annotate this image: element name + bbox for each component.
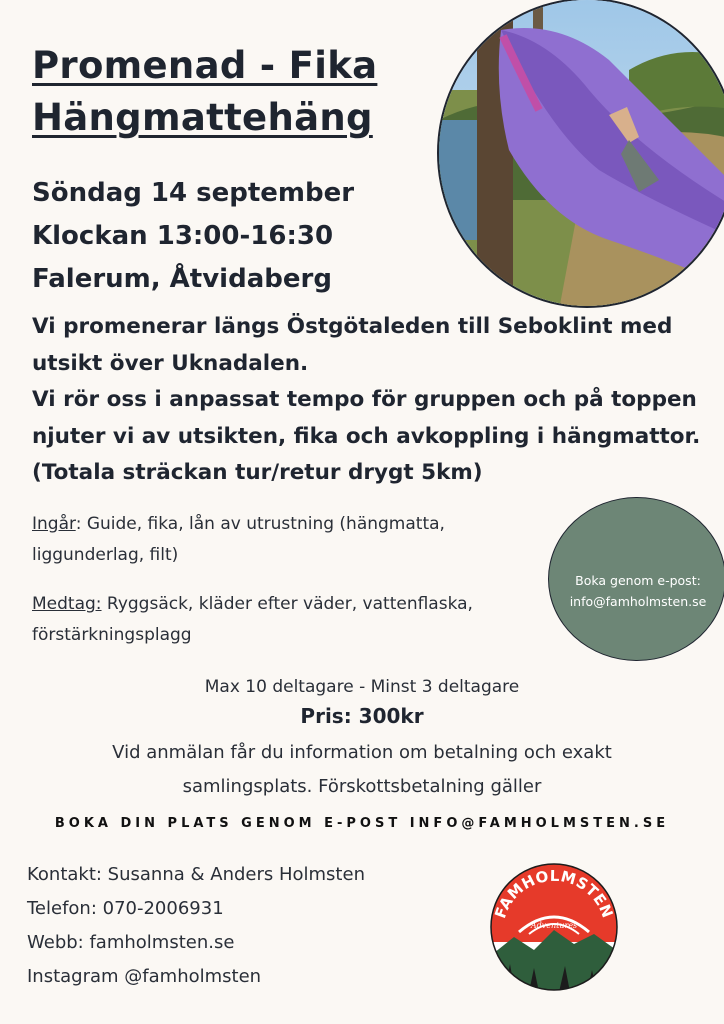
contact-name: Kontakt: Susanna & Anders Holmsten <box>27 864 365 885</box>
event-date: Söndag 14 september <box>32 178 355 208</box>
intro-text <box>32 309 722 492</box>
bring-text: Ryggsäck, kläder efter väder, vattenflaska, förstärkningsplagg <box>32 594 473 645</box>
payment-info-line-2: samlingsplats. Förskottsbetalning gäller <box>182 776 542 797</box>
participants-text: Max 10 deltagare - Minst 3 deltagare <box>204 677 520 697</box>
famholmsten-logo <box>489 862 619 992</box>
booking-circle-text <box>548 570 724 612</box>
intro-paragraph-2: Vi rör oss i anpassat tempo för gruppen och på toppen njuter vi av utsikten, fika och avkoppling i hängmattor. (Totala sträckan tur/retur drygt 5km) <box>32 387 701 485</box>
included-label: Ingår <box>32 514 76 534</box>
included-section <box>32 509 552 571</box>
included-text: : Guide, fika, lån av utrustning (hängmatta, liggunderlag, filt) <box>32 514 445 565</box>
payment-info-line-1: Vid anmälan får du information om betalning och exakt <box>112 742 612 763</box>
logo-brand-text: FAMHOLMSTEN <box>491 866 617 921</box>
bring-section <box>32 589 532 651</box>
title-line-1: Promenad - Fika <box>32 44 378 87</box>
contact-phone: Telefon: 070-2006931 <box>27 898 224 919</box>
payment-info <box>0 736 724 804</box>
booking-circle-label: Boka genom e-post: <box>575 573 701 588</box>
intro-paragraph-1: Vi promenerar längs Östgötaleden till Seboklint med utsikt över Uknadalen. <box>32 314 673 376</box>
bring-label: Medtag: <box>32 594 102 614</box>
booking-email-link[interactable]: info@famholmsten.se <box>569 594 707 609</box>
page-title <box>32 40 377 144</box>
contact-instagram[interactable]: Instagram @famholmsten <box>27 966 262 987</box>
event-details <box>32 172 354 301</box>
hammock-photo <box>437 0 724 308</box>
contact-web[interactable]: Webb: famholmsten.se <box>27 932 235 953</box>
title-line-2: Hängmattehäng <box>32 96 373 139</box>
event-place: Falerum, Åtvidaberg <box>32 264 332 294</box>
logo-tagline: Adventures <box>530 921 578 930</box>
price-text: Pris: 300kr <box>300 704 424 728</box>
event-time: Klockan 13:00-16:30 <box>32 221 334 251</box>
booking-banner: BOKA DIN PLATS GENOM E-POST INFO@FAMHOLMSTEN.SE <box>54 816 670 831</box>
contact-section <box>27 858 365 994</box>
